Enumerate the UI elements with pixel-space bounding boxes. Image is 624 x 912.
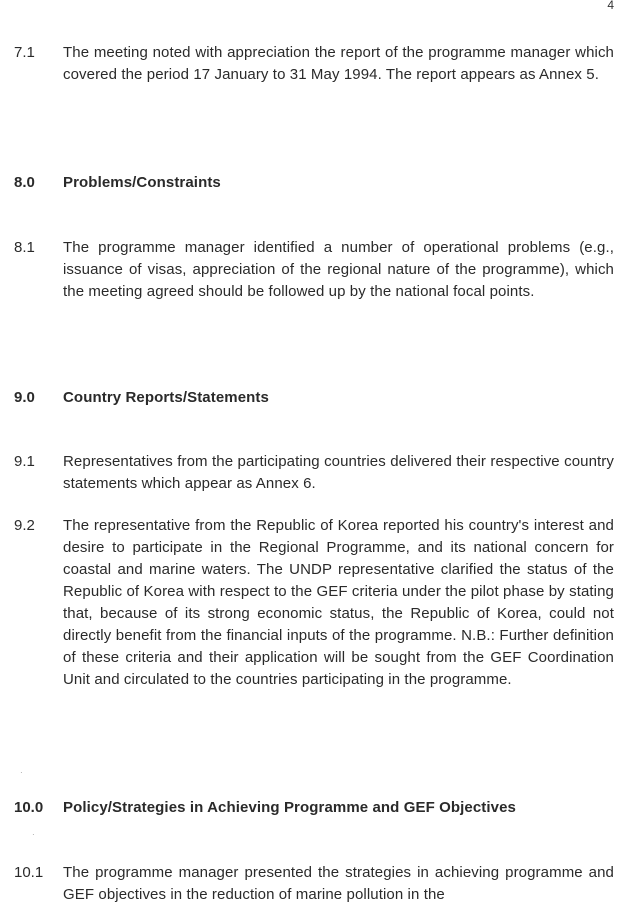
section-title: Policy/Strategies in Achieving Programme and GEF Objectives <box>63 799 516 816</box>
paragraph-number: 10.1 <box>14 864 44 881</box>
paragraph-number: 9.2 <box>14 517 35 534</box>
paragraph-text: The meeting noted with appreciation the report of the programme manager which covered the period 17 January to 31 May 1994. The report appears as Annex 5. <box>63 44 614 83</box>
section-number: 9.0 <box>14 389 35 406</box>
scan-speck: · <box>32 830 35 839</box>
paragraph-text: The programme manager presented the strategies in achieving programme and GEF objectives in the reduction of marine pollution in the <box>63 864 614 903</box>
paragraph-number: 8.1 <box>14 239 35 256</box>
paragraph-number: 7.1 <box>14 44 35 61</box>
paragraph-text: The programme manager identified a number of operational problems (e.g., issuance of visas, appreciation of the regional nature of the programme), which the meeting agreed should be followed up by the national focal points. <box>63 239 614 300</box>
section-title: Country Reports/Statements <box>63 389 269 406</box>
section-number: 8.0 <box>14 174 35 191</box>
section-number: 10.0 <box>14 799 44 816</box>
page-number: 4 <box>607 0 614 12</box>
paragraph-text: The representative from the Republic of Korea reported his country's interest and desire to participate in the Regional Programme, and its national concern for coastal and marine waters. The UNDP representative clarified the status of the Republic of Korea with respect to the GEF criteria under the pilot phase by stating that, because of its strong economic status, the Republic of Korea, could not directly benefit from the financial inputs of the programme. N.B.: Further definition of these criteria and their application will be sought from the GEF Coordination Unit and circulated to the countries participating in the programme. <box>63 517 614 688</box>
paragraph-number: 9.1 <box>14 453 35 470</box>
scan-speck: · <box>20 768 23 777</box>
paragraph-text: Representatives from the participating countries delivered their respective country statements which appear as Annex 6. <box>63 453 614 492</box>
section-title: Problems/Constraints <box>63 174 221 191</box>
